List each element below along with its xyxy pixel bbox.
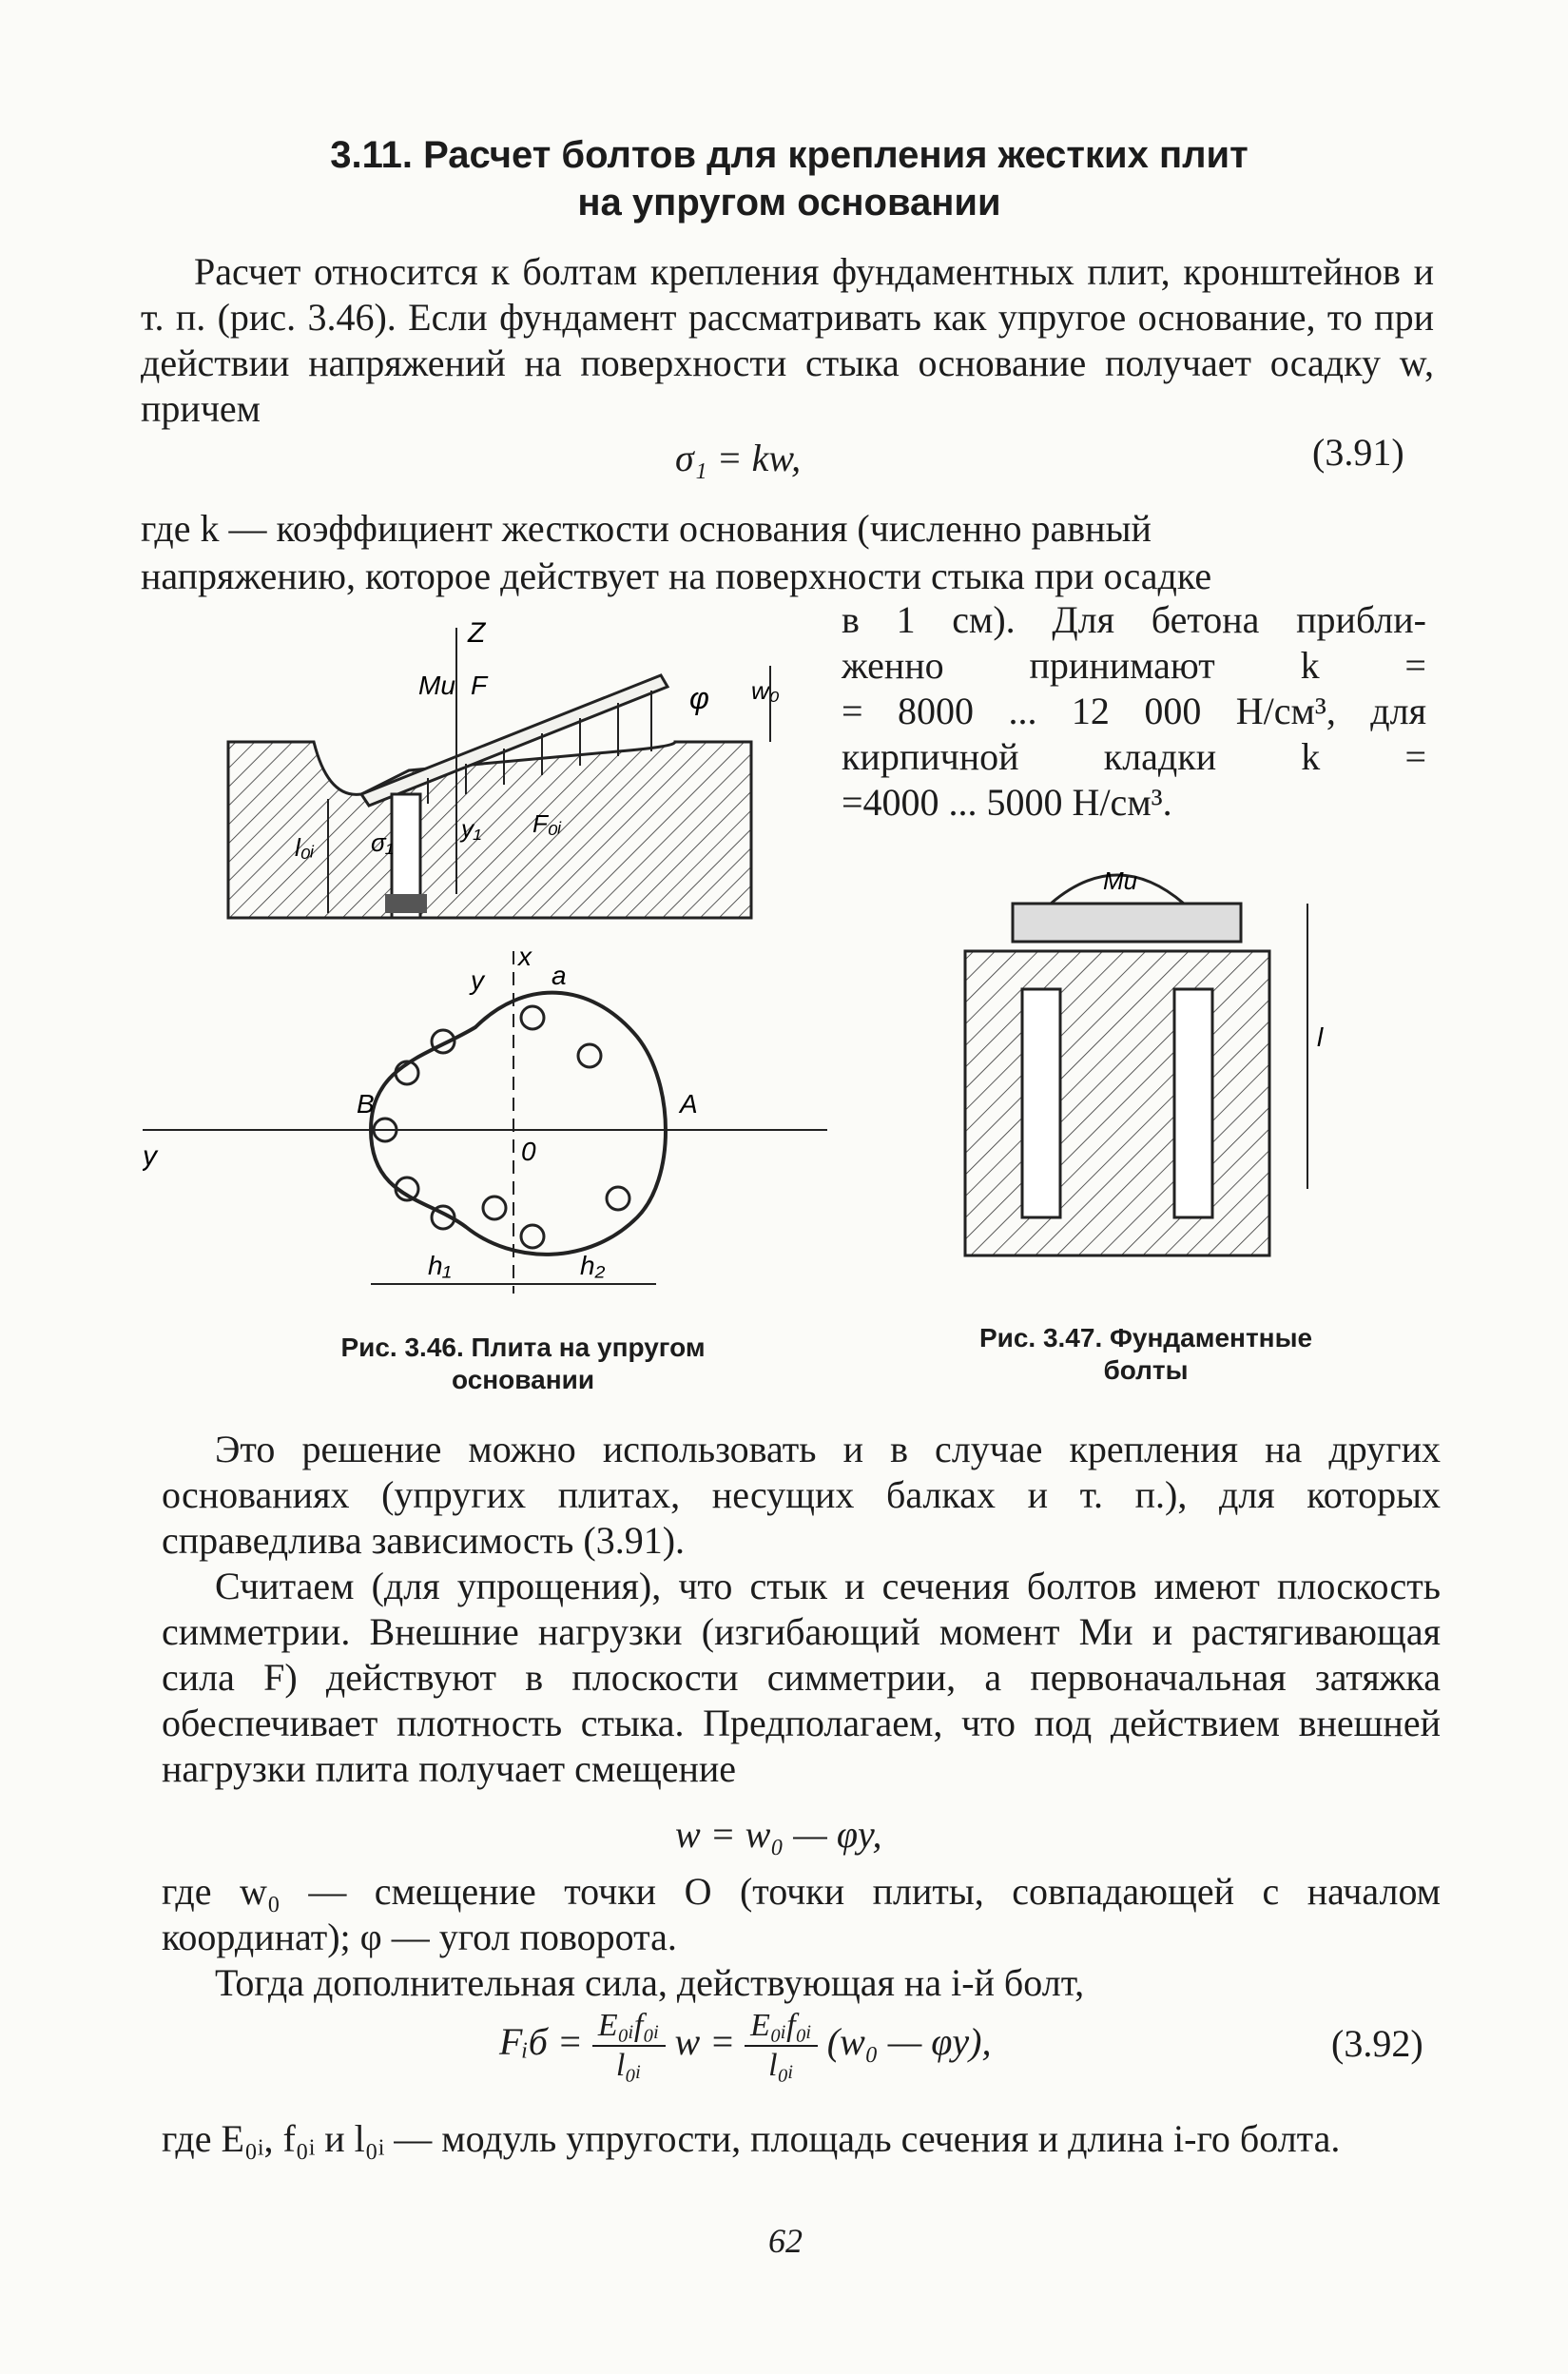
eq392-frac1-den: l₀ᵢ: [615, 2048, 642, 2083]
figure-3-46: [143, 609, 827, 1313]
section-title-line2: на упругом основании: [577, 182, 1001, 224]
intro-text: Расчет относится к болтам крепления фундаментных плит, кронштейнов и т. п. (рис. 3.46). Если фундамент рассматривать как упругое основание, то при действии напряжений на поверхности стыка основание получает осадку w, причем: [141, 250, 1434, 430]
label-mi: Mи: [418, 671, 455, 700]
label-mi-347: Mи: [1103, 866, 1138, 895]
where-k-line2: напряжению, которое действует на поверхности стыка при осадке: [141, 555, 1212, 597]
caption-3-47-line1: Рис. 3.47. Фундаментные: [978, 1323, 1313, 1352]
side-text-line5: =4000 ... 5000 Н/см³.: [842, 781, 1172, 824]
side-text-line3: = 8000 ... 12 000 Н/см³, для: [842, 690, 1426, 732]
bolt-holes: [374, 1006, 629, 1248]
label-l0i: l₀ᵢ: [295, 833, 314, 862]
label-h2: h₂: [580, 1251, 606, 1280]
body-p4: Тогда дополнительная сила, действующая на i-й болт,: [215, 1961, 1085, 2004]
eq392-frac2-den: l₀ᵢ: [768, 2048, 794, 2083]
caption-3-47: [922, 1322, 1369, 1387]
section-title-line1: Расчет болтов для крепления жестких плит: [423, 134, 1249, 176]
equation-392-number: (3.92): [1331, 2022, 1423, 2065]
label-x: x: [518, 942, 532, 971]
label-b-point: B: [357, 1089, 375, 1119]
label-l: l: [1317, 1022, 1324, 1052]
label-h1: h₁: [428, 1251, 452, 1280]
body-p3: где w₀ — смещение точки O (точки плиты, совпадающей с началом координат); φ — угол поворота.: [162, 1870, 1441, 1958]
label-f: F: [471, 671, 488, 700]
side-text: [842, 597, 1426, 826]
label-a-dim: a: [552, 961, 567, 990]
caption-3-46: [257, 1332, 789, 1396]
label-y1: y₁: [461, 814, 482, 843]
label-sigma1: σ₁: [371, 828, 394, 857]
label-y-axis: y: [143, 1140, 157, 1172]
label-w0: w₀: [751, 676, 780, 705]
foundation-column: [965, 951, 1269, 1255]
eq392-rhs: (w₀ — φy),: [826, 2020, 992, 2064]
top-plate: [1013, 904, 1241, 942]
label-f0i: F₀ᵢ: [532, 809, 562, 838]
eq392-frac2: [745, 2007, 818, 2085]
eq392-frac2-num: E₀ᵢf₀ᵢ: [745, 2007, 818, 2047]
body-text-2: [162, 1869, 1441, 2006]
label-y-dim: y: [471, 965, 484, 995]
plate-outline: [371, 993, 666, 1255]
equation-w: w = w₀ — φy,: [675, 1813, 882, 1856]
eq392-frac1: [592, 2007, 666, 2085]
body-p5: где E₀ᵢ, f₀ᵢ и l₀ᵢ — модуль упругости, площадь сечения и длина i-го болта.: [162, 2117, 1341, 2160]
figure-3-47: [927, 846, 1374, 1284]
where-k-line1: где k — коэффициент жесткости основания (численно равный: [141, 507, 1152, 550]
side-text-line4: кирпичной кладки k =: [842, 735, 1426, 778]
equation-391: σ₁ = kw,: [675, 437, 802, 479]
label-phi: φ: [689, 681, 709, 715]
body-p1: Это решение можно использовать и в случае крепления на других основаниях (упругих плитах, несущих балках и т. п.), для которых справедлива зависимость (3.91).: [162, 1428, 1441, 1562]
section-number: 3.11.: [330, 134, 414, 176]
caption-3-46-line1: Рис. 3.46. Плита на упругом: [340, 1333, 706, 1362]
eq392-lhs: Fᵢб =: [499, 2020, 583, 2064]
bolt-left: [1022, 989, 1060, 1217]
body-p2: Считаем (для упрощения), что стык и сечения болтов имеют плоскость симметрии. Внешние нагрузки (изгибающий момент Mи и растягивающая сила F) действуют в плоскости симметрии, а первоначальная затяжка обеспечивает плотность стыка. Предполагаем, что под действием внешней нагрузки плита получает смещение: [162, 1565, 1441, 1790]
label-z: Z: [468, 617, 486, 649]
caption-3-47-line2: болты: [1103, 1355, 1189, 1385]
label-a-point: A: [680, 1089, 698, 1119]
intro-paragraph: [141, 249, 1434, 432]
bolt-nut: [385, 894, 427, 913]
page-number: 62: [768, 2222, 803, 2260]
side-text-line1: в 1 см). Для бетона прибли-: [842, 598, 1426, 641]
eq392-mid: w =: [674, 2020, 736, 2064]
equation-392: [499, 2007, 991, 2085]
equation-391-number: (3.91): [1312, 431, 1404, 474]
body-text-3: [162, 2116, 1441, 2162]
eq392-frac1-num: E₀ᵢf₀ᵢ: [592, 2007, 666, 2047]
body-text: [162, 1427, 1441, 1792]
foundation-block: [228, 742, 751, 918]
bolt-right: [1174, 989, 1212, 1217]
label-origin: 0: [521, 1137, 536, 1166]
side-text-line2: женно принимают k =: [842, 644, 1426, 687]
caption-3-46-line2: основании: [451, 1365, 595, 1394]
section-title: [247, 131, 1331, 226]
